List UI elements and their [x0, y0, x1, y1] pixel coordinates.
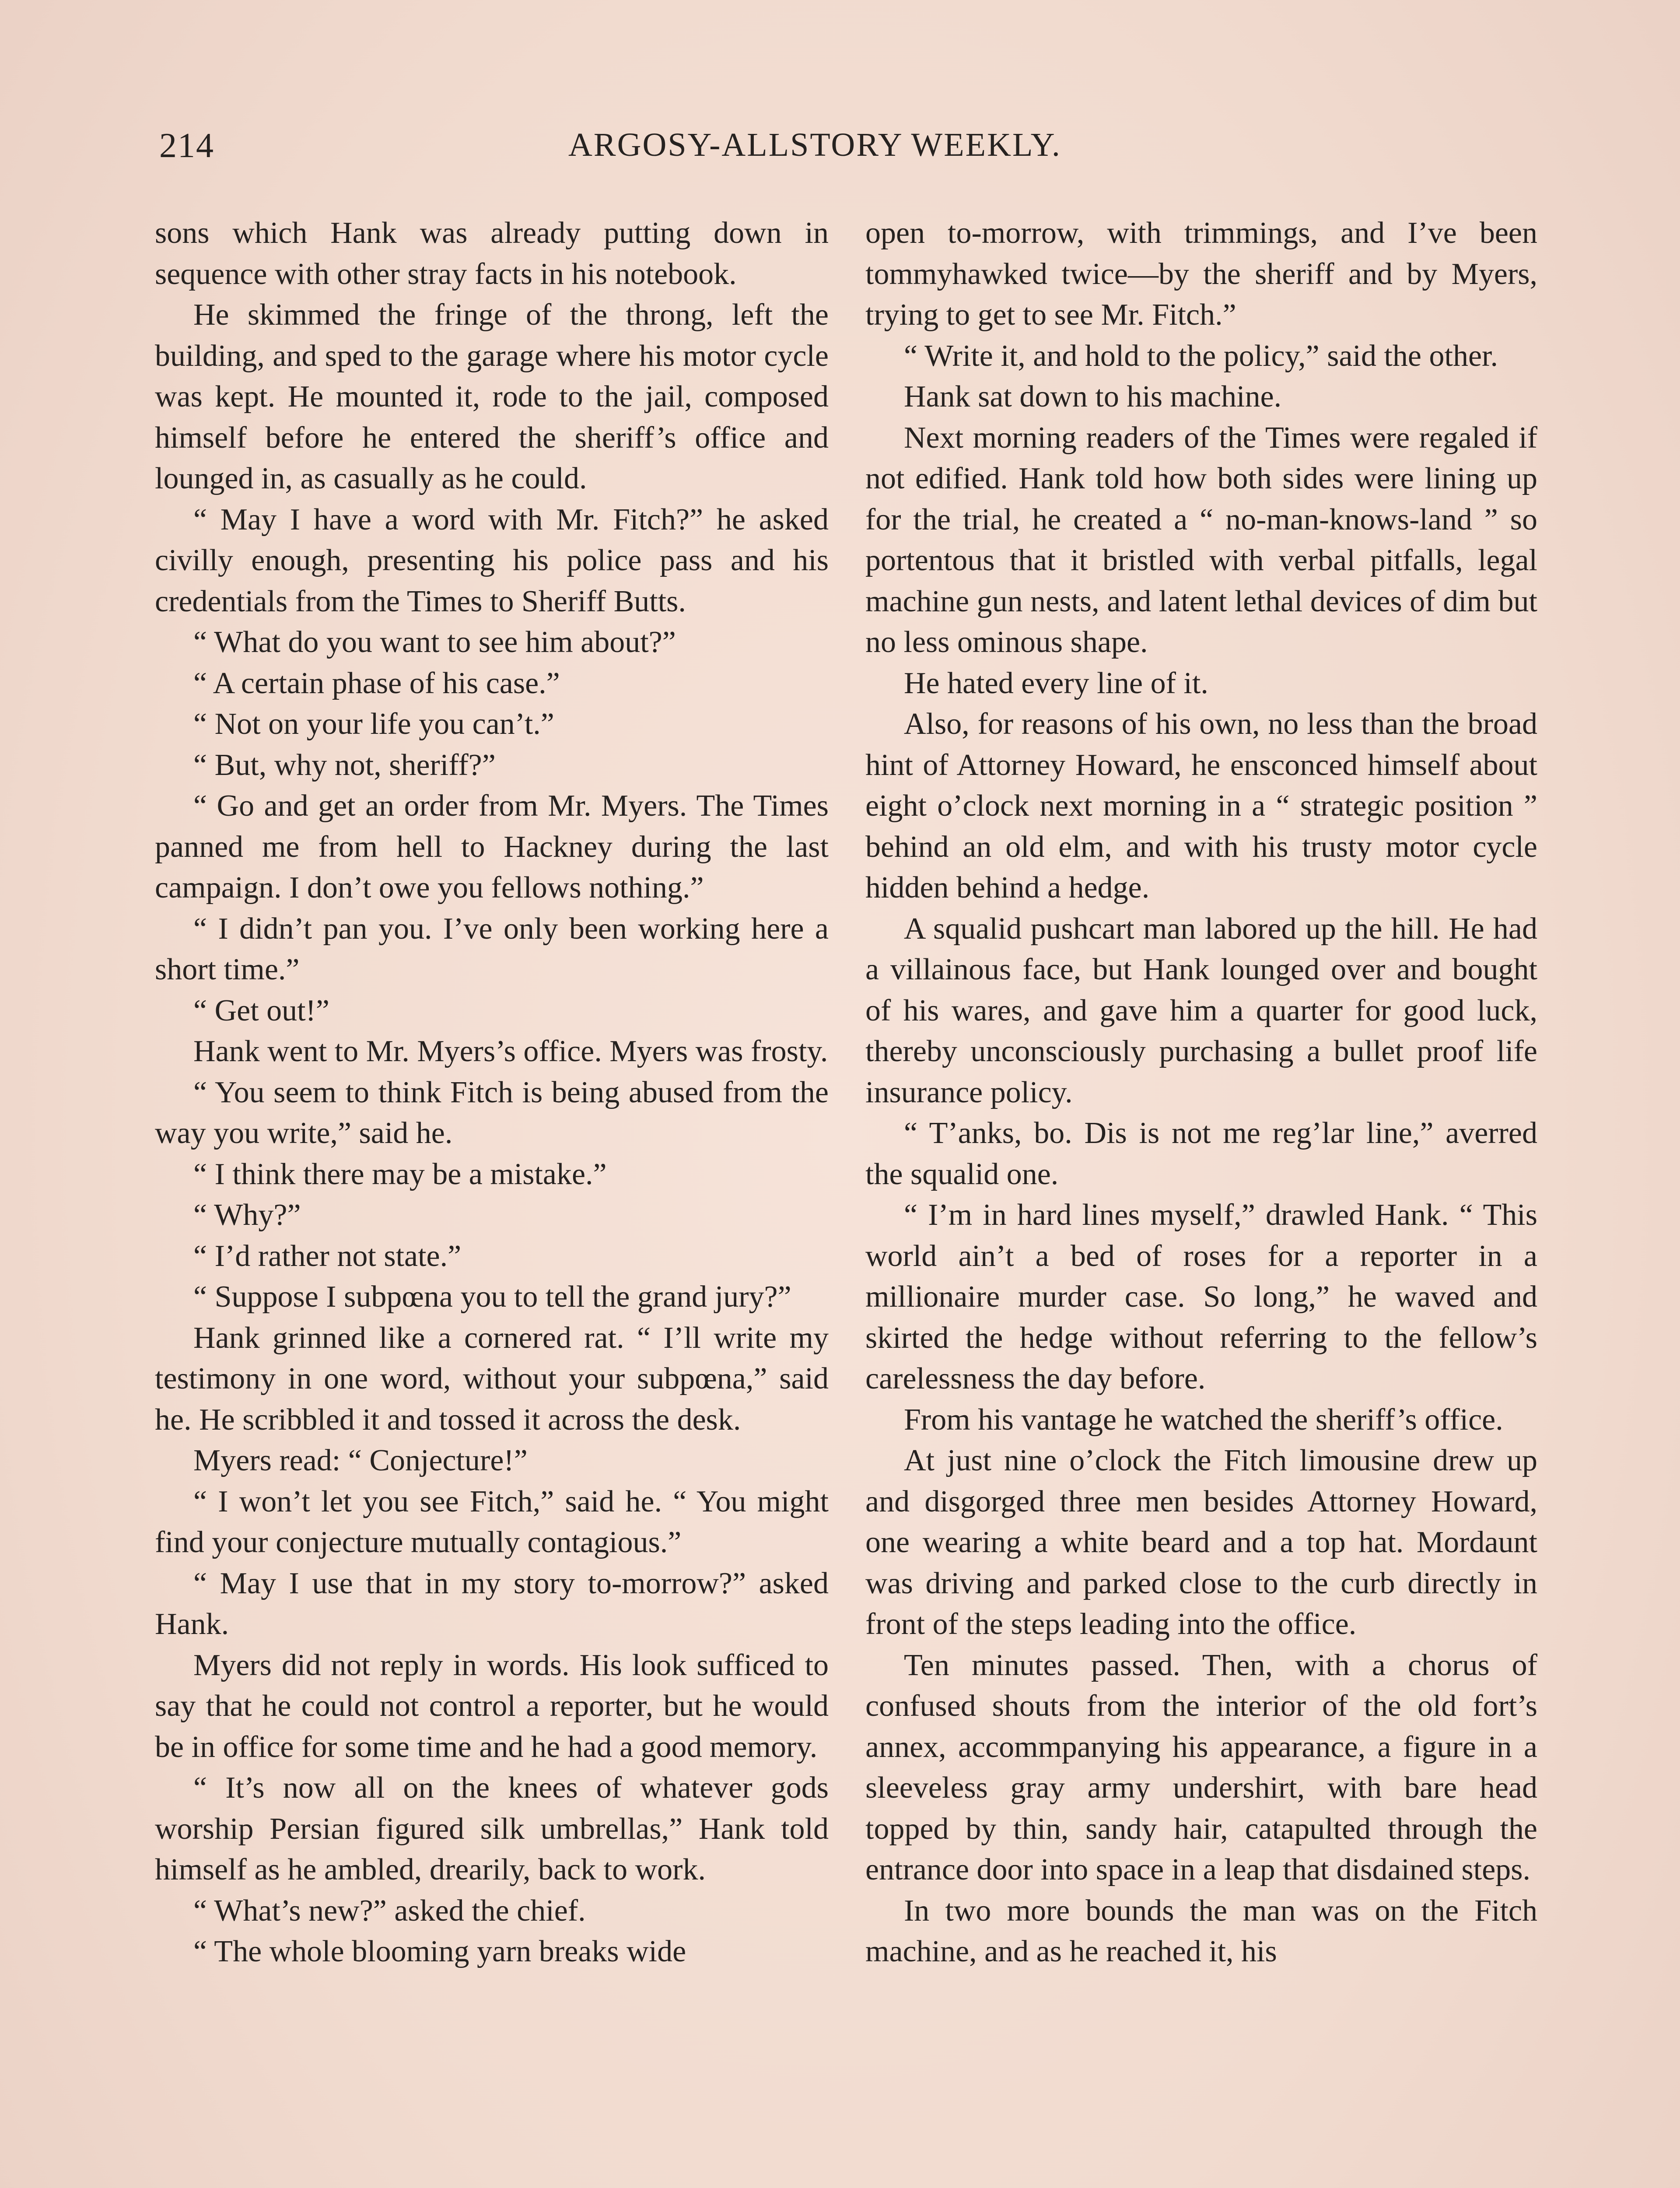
- paragraph: sons which Hank was already putting down in sequence with other stray facts in his notebook.: [155, 216, 829, 291]
- paragraph: He skimmed the fringe of the throng, left the building, and sped to the garage where his motor cycle was kept. He mounted it, rode to the jail, composed himself before he entered the sheriff’s office and lounged in, as casually as he could.: [155, 298, 829, 495]
- right-column: [865, 213, 1537, 1972]
- paragraph: “ Why?”: [193, 1198, 301, 1232]
- paragraph: “ I’m in hard lines myself,” drawled Hank. “ This world ain’t a bed of roses for a reporter in a millionaire murder case. So long,” he waved and skirted the hedge without referring to the fellow’s carelessness the day before.: [865, 1198, 1537, 1396]
- left-column: [155, 213, 829, 1972]
- paragraph: Hank sat down to his machine.: [904, 380, 1282, 414]
- running-head: ARGOSY-ALLSTORY WEEKLY.: [568, 126, 1061, 163]
- paragraph: “ I didn’t pan you. I’ve only been working here a short time.”: [155, 912, 829, 986]
- paragraph: “ Get out!”: [193, 993, 329, 1027]
- paragraph: “ You seem to think Fitch is being abused from the way you write,” said he.: [155, 1075, 829, 1150]
- paragraph: From his vantage he watched the sheriff’s office.: [904, 1403, 1503, 1437]
- paragraph: Hank grinned like a cornered rat. “ I’ll write my testimony in one word, without your subpœna,” said he. He scribbled it and tossed it across the desk.: [155, 1321, 829, 1437]
- paragraph: Next morning readers of the Times were regaled if not edified. Hank told how both sides were lining up for the trial, he created a “ no-man-knows-land ” so portentous that it bristled with verbal pitfalls, legal machine gun nests, and latent lethal devices of dim but no less ominous shape.: [865, 421, 1537, 659]
- paragraph: “ I’d rather not state.”: [193, 1239, 462, 1273]
- paragraph: At just nine o’clock the Fitch limousine drew up and disgorged three men besides Attorney Howard, one wearing a white beard and a top hat. Mordaunt was driving and parked close to the curb directly in front of the steps leading into the office.: [865, 1444, 1537, 1641]
- paragraph: Hank went to Mr. Myers’s office. Myers was frosty.: [193, 1034, 828, 1068]
- paragraph: He hated every line of it.: [904, 666, 1208, 700]
- page-header: [159, 126, 1537, 174]
- paragraph: “ What’s new?” asked the chief.: [193, 1893, 586, 1928]
- paragraph: Myers read: “ Conjecture!”: [193, 1444, 528, 1477]
- paragraph: “ T’anks, bo. Dis is not me reg’lar line,” averred the squalid one.: [865, 1116, 1537, 1191]
- paragraph: “ It’s now all on the knees of whatever gods worship Persian figured silk umbrellas,” Hank told himself as he ambled, drearily, back to work.: [155, 1771, 829, 1886]
- paragraph: “ A certain phase of his case.”: [193, 666, 560, 700]
- paragraph: “ Write it, and hold to the policy,” said the other.: [904, 339, 1498, 373]
- paragraph: “ What do you want to see him about?”: [193, 625, 676, 659]
- paragraph: “ Go and get an order from Mr. Myers. The Times panned me from hell to Hackney during the last campaign. I don’t owe you fellows nothing.”: [155, 789, 829, 905]
- page-number: 214: [159, 126, 214, 165]
- paragraph: “ May I have a word with Mr. Fitch?” he asked civilly enough, presenting his police pass and his credentials from the Times to Sheriff Butts.: [155, 502, 829, 618]
- paragraph: Myers did not reply in words. His look sufficed to say that he could not control a reporter, but he would be in office for some time and he had a good memory.: [155, 1648, 829, 1764]
- paragraph: open to-morrow, with trimmings, and I’ve been tommyhawked twice—by the sheriff and by Myers, trying to get to see Mr. Fitch.”: [865, 216, 1537, 332]
- paragraph: “ But, why not, sheriff?”: [193, 748, 496, 782]
- paragraph: “ I won’t let you see Fitch,” said he. “ You might find your conjecture mutually contagious.”: [155, 1484, 829, 1559]
- paragraph: “ Suppose I subpœna you to tell the grand jury?”: [193, 1280, 791, 1314]
- paragraph: “ The whole blooming yarn breaks wide: [193, 1935, 686, 1968]
- paragraph: Ten minutes passed. Then, with a chorus of confused shouts from the interior of the old fort’s annex, accommpanying his appearance, a figure in a sleeveless gray army undershirt, with bare head topped by thin, sandy hair, catapulted through the entrance door into space in a leap that disdained steps.: [865, 1648, 1537, 1886]
- paragraph: “ I think there may be a mistake.”: [193, 1157, 607, 1191]
- paragraph: In two more bounds the man was on the Fitch machine, and as he reached it, his: [865, 1893, 1537, 1968]
- paragraph: “ Not on your life you can’t.”: [193, 707, 554, 741]
- paragraph: “ May I use that in my story to-morrow?” asked Hank.: [155, 1566, 829, 1641]
- paragraph: Also, for reasons of his own, no less than the broad hint of Attorney Howard, he ensconced himself about eight o’clock next morning in a “ strategic position ” behind an old elm, and with his trusty motor cycle hidden behind a hedge.: [865, 707, 1537, 905]
- paragraph: A squalid pushcart man labored up the hill. He had a villainous face, but Hank lounged over and bought of his wares, and gave him a quarter for good luck, thereby unconsciously purchasing a bullet proof life insurance policy.: [865, 912, 1537, 1109]
